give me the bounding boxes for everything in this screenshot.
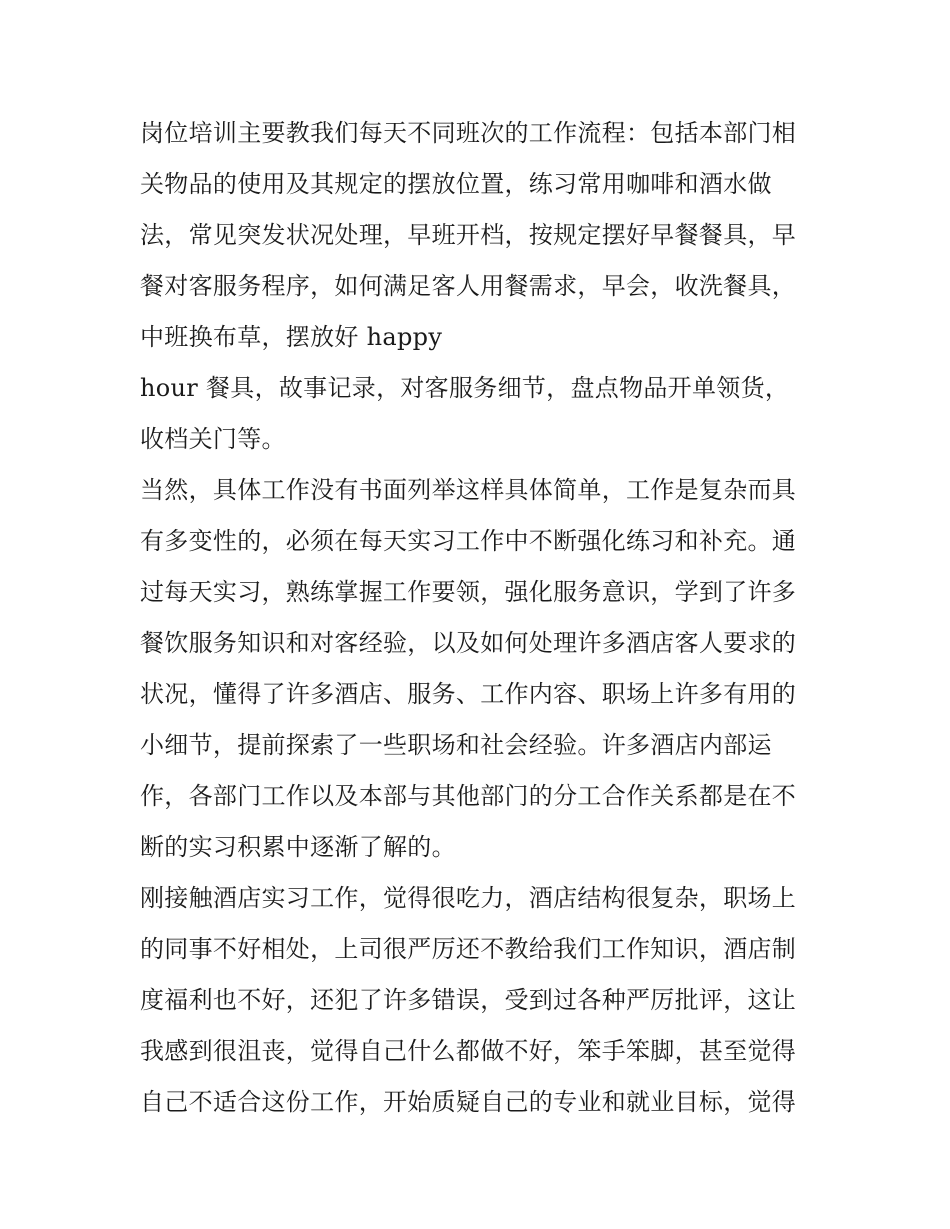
text-line: 过每天实习，熟练掌握工作要领，强化服务意识，学到了许多 bbox=[140, 578, 797, 606]
text-line: hour 餐具，故事记录，对客服务细节，盘点物品开单领货， bbox=[140, 374, 790, 402]
text-line: 关物品的使用及其规定的摆放位置，练习常用咖啡和酒水做 bbox=[140, 170, 772, 198]
text-line: 我感到很沮丧，觉得自己什么都做不好，笨手笨脚，甚至觉得 bbox=[140, 1037, 797, 1065]
text-line: 收档关门等。 bbox=[140, 425, 286, 453]
text-line: 作，各部门工作以及本部与其他部门的分工合作关系都是在不 bbox=[140, 782, 797, 810]
text-line: 度福利也不好，还犯了许多错误，受到过各种严厉批评，这让 bbox=[140, 986, 797, 1014]
text-line: 有多变性的，必须在每天实习工作中不断强化练习和补充。通 bbox=[140, 527, 797, 555]
text-line: 小细节，提前探索了一些职场和社会经验。许多酒店内部运 bbox=[140, 731, 772, 759]
text-line: 中班换布草，摆放好 happy bbox=[140, 323, 443, 351]
text-line: 自己不适合这份工作，开始质疑自己的专业和就业目标，觉得 bbox=[140, 1088, 797, 1116]
text-line: 状况，懂得了许多酒店、服务、工作内容、职场上许多有用的 bbox=[140, 680, 797, 708]
text-line: 餐对客服务程序，如何满足客人用餐需求，早会，收洗餐具， bbox=[140, 272, 797, 300]
text-line: 断的实习积累中逐渐了解的。 bbox=[140, 833, 456, 861]
document-page bbox=[140, 108, 812, 1128]
text-line: 的同事不好相处，上司很严厉还不教给我们工作知识，酒店制 bbox=[140, 935, 797, 963]
text-line: 法，常见突发状况处理，早班开档，按规定摆好早餐餐具，早 bbox=[140, 221, 797, 249]
text-line: 刚接触酒店实习工作，觉得很吃力，酒店结构很复杂，职场上 bbox=[140, 884, 797, 912]
text-line: 餐饮服务知识和对客经验，以及如何处理许多酒店客人要求的 bbox=[140, 629, 797, 657]
text-line: 当然，具体工作没有书面列举这样具体简单，工作是复杂而具 bbox=[140, 476, 797, 504]
text-line: 岗位培训主要教我们每天不同班次的工作流程：包括本部门相 bbox=[140, 119, 797, 147]
